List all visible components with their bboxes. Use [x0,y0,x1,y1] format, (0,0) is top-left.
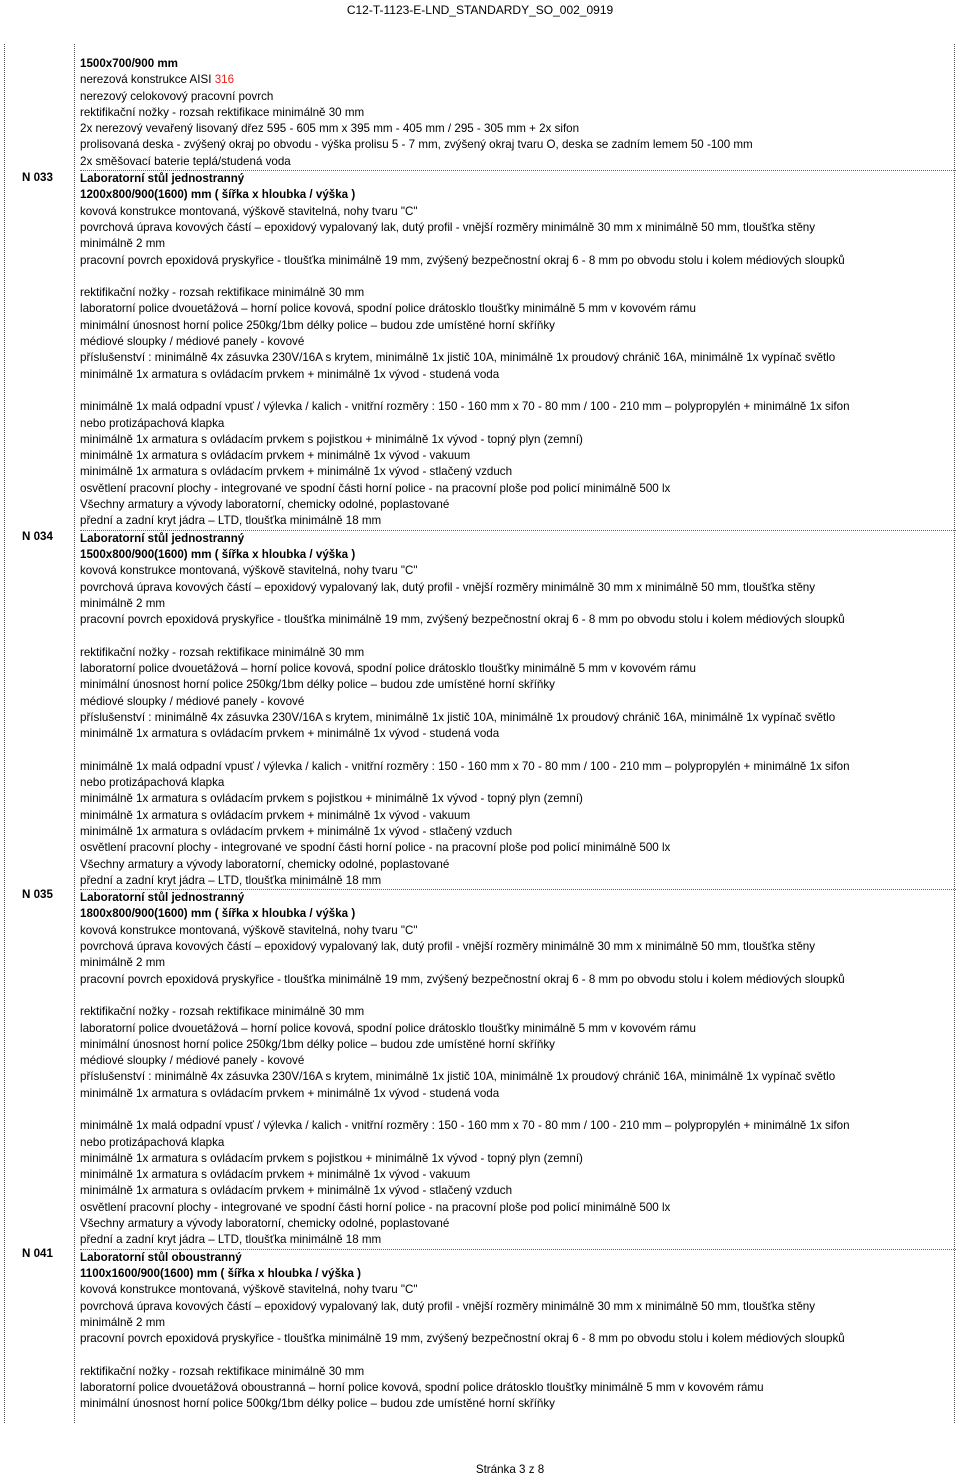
table-left-border [4,44,5,1423]
spec-line [80,464,956,480]
blank-line [80,988,956,1004]
spec-line [80,236,956,252]
item-title [80,531,956,547]
spec-line [80,1282,956,1298]
spec-line [80,775,956,791]
spec-line [80,220,956,236]
spec-line-text: nebo protizápachová klapka [80,1135,225,1149]
spec-line [80,677,956,693]
spec-line-text: rektifikační nožky - rozsah rektifikace minimálně 30 mm [80,1364,365,1378]
spec-line-text: médiové sloupky / médiové panely - kovové [80,335,305,349]
intro-line-text: 2x směšovací baterie teplá/studená voda [80,154,291,168]
spec-line-text: médiové sloupky / médiové panely - kovové [80,1054,305,1068]
intro-line [80,89,956,105]
spec-line-text: kovová konstrukce montovaná, výškově stavitelná, nohy tvaru "C" [80,204,418,218]
item-dimensions-text: 1100x1600/900(1600) mm ( šířka x hloubka / výška ) [80,1266,362,1280]
spec-line-text: minimální únosnost horní police 250kg/1bm délky police – budou zde umístěné horní skříňky [80,318,555,332]
spec-line [80,972,956,988]
spec-line-text: přední a zadní kryt jádra – LTD, tloušťka minimálně 18 mm [80,514,382,528]
item-dimensions [80,1266,956,1282]
spec-line [80,318,956,334]
spec-line [80,596,956,612]
spec-line [80,824,956,840]
spec-line-text: minimálně 1x armatura s ovládacím prvkem + minimálně 1x vývod - studená voda [80,727,500,741]
intro-line-text: prolisovaná deska - zvýšený okraj po obvodu - výška prolisu 5 - 7 mm, zvýšený okraj tvaru O, deska se zadním lemem 50 -100 mm [80,138,753,152]
spec-line-text: minimálně 1x armatura s ovládacím prvkem + minimálně 1x vývod - vakuum [80,449,471,463]
spec-line [80,1167,956,1183]
blank-line [80,742,956,758]
item-code: N 035 [22,888,53,902]
spec-line-text: minimálně 2 mm [80,956,166,970]
item-dimensions [80,547,956,563]
spec-line-text: minimální únosnost horní police 250kg/1bm délky police – budou zde umístěné horní skříňky [80,1037,555,1051]
spec-line-text: laboratorní police dvouetážová – horní police kovová, spodní police drátosklo tloušťky minimálně 5 mm v kovovém rámu [80,1021,696,1035]
spec-line [80,285,956,301]
spec-line [80,1331,956,1347]
blank-line [80,269,956,285]
spec-line [80,301,956,317]
spec-line [80,513,956,530]
spec-line [80,710,956,726]
spec-line-text: minimální únosnost horní police 500kg/1bm délky police – budou zde umístěné horní skříňky [80,1397,555,1411]
spec-line-text: minimálně 1x armatura s ovládacím prvkem s pojistkou + minimálně 1x vývod - topný plyn (zemní) [80,792,583,806]
spec-line-text: osvětlení pracovní plochy - integrované ve spodní části horní police - na pracovní ploše pod policí minimálně 500 lx [80,841,671,855]
spec-line-text: médiové sloupky / médiové panely - kovové [80,694,305,708]
spec-line [80,1183,956,1199]
blank-line [80,628,956,644]
item-title [80,1250,956,1266]
spec-line [80,399,956,415]
spec-line [80,791,956,807]
spec-line-text: povrchová úprava kovových částí – epoxidový vypalovaný lak, dutý profil - vnější rozměry minimálně 30 mm x minimálně 50 mm, tloušťka stěny [80,580,816,594]
intro-line-text: rektifikační nožky - rozsah rektifikace minimálně 30 mm [80,105,365,119]
blank-line [80,1102,956,1118]
intro-line [80,137,956,153]
intro-line [80,121,956,137]
spec-line [80,497,956,513]
spec-line [80,481,956,497]
spec-line [80,939,956,955]
spec-line-text: minimálně 1x malá odpadní vpusť / výlevka / kalich - vnitřní rozměry : 150 - 160 mm x 70 - 80 mm / 100 - 210 mm – polypropylén + minimálně 1x sifon [80,1119,850,1133]
spec-line [80,759,956,775]
spec-line-text: kovová konstrukce montovaná, výškově stavitelná, nohy tvaru "C" [80,564,418,578]
spec-line-text: minimálně 1x armatura s ovládacím prvkem + minimálně 1x vývod - studená voda [80,367,500,381]
spec-line-text: povrchová úprava kovových částí – epoxidový vypalovaný lak, dutý profil - vnější rozměry minimálně 30 mm x minimálně 50 mm, tloušťka stěny [80,220,816,234]
spec-line-text: minimálně 1x armatura s ovládacím prvkem + minimálně 1x vývod - vakuum [80,1168,471,1182]
spec-line [80,350,956,366]
spec-line [80,432,956,448]
spec-line [80,334,956,350]
item-dimensions [80,906,956,922]
spec-line-text: Všechny armatury a vývody laboratorní, chemicky odolné, poplastované [80,498,450,512]
spec-line [80,955,956,971]
spec-line-text: minimálně 2 mm [80,1315,166,1329]
intro-line [80,154,956,171]
spec-line [80,1299,956,1315]
document-id-header: C12-T-1123-E-LND_STANDARDY_SO_002_0919 [346,3,614,17]
spec-line [80,612,956,628]
item-title-text: Laboratorní stůl jednostranný [80,172,245,186]
spec-line [80,873,956,890]
spec-line-text: přední a zadní kryt jádra – LTD, tloušťka minimálně 18 mm [80,873,382,887]
item-code: N 034 [22,529,53,543]
spec-line [80,1021,956,1037]
spec-line [80,1396,956,1412]
spec-line-text: minimálně 1x armatura s ovládacím prvkem s pojistkou + minimálně 1x vývod - topný plyn (zemní) [80,432,583,446]
item-title [80,890,956,906]
spec-line-text: rektifikační nožky - rozsah rektifikace minimálně 30 mm [80,286,365,300]
item-dimensions-text: 1500x800/900(1600) mm ( šířka x hloubka / výška ) [80,547,356,561]
spec-line-text: pracovní povrch epoxidová pryskyřice - tloušťka minimálně 19 mm, zvýšený bezpečnostní okraj 6 - 8 mm po obvodu stolu i kolem médiových sloupků [80,1332,845,1346]
item-dimensions-text: 1200x800/900(1600) mm ( šířka x hloubka / výška ) [80,188,356,202]
spec-line [80,1118,956,1134]
spec-line [80,840,956,856]
spec-line [80,726,956,742]
spec-line-text: osvětlení pracovní plochy - integrované ve spodní části horní police - na pracovní ploše pod policí minimálně 500 lx [80,481,671,495]
spec-line-text: kovová konstrukce montovaná, výškově stavitelná, nohy tvaru "C" [80,923,418,937]
spec-line-text: Všechny armatury a vývody laboratorní, chemicky odolné, poplastované [80,1217,450,1231]
spec-line-text: osvětlení pracovní plochy - integrované ve spodní části horní police - na pracovní ploše pod policí minimálně 500 lx [80,1200,671,1214]
spec-line [80,1380,956,1396]
spec-table [4,44,956,1423]
intro-line-text: 2x nerezový vevařený lisovaný dřez 595 - 605 mm x 395 mm - 405 mm / 295 - 305 mm + 2x sifon [80,122,580,136]
spec-line-text: minimálně 1x armatura s ovládacím prvkem + minimálně 1x vývod - vakuum [80,808,471,822]
spec-line [80,1069,956,1085]
spec-line-text: rektifikační nožky - rozsah rektifikace minimálně 30 mm [80,1005,365,1019]
spec-line-text: povrchová úprava kovových částí – epoxidový vypalovaný lak, dutý profil - vnější rozměry minimálně 30 mm x minimálně 50 mm, tloušťka stěny [80,940,816,954]
page-number: Stránka 3 z 8 [475,1463,545,1476]
spec-line-text: minimálně 1x armatura s ovládacím prvkem + minimálně 1x vývod - stlačený vzduch [80,824,513,838]
highlighted-value: 316 [214,73,235,87]
specification-column [80,56,956,1413]
intro-line-text: 1500x700/900 mm [80,57,178,70]
spec-line-text: kovová konstrukce montovaná, výškově stavitelná, nohy tvaru "C" [80,1283,418,1297]
spec-line-text: příslušenství : minimálně 4x zásuvka 230V/16A s krytem, minimálně 1x jistič 10A, minimálně 1x proudový chránič 16A, minimálně 1x vypínač světlo [80,710,836,724]
spec-line-text: minimálně 1x armatura s ovládacím prvkem s pojistkou + minimálně 1x vývod - topný plyn (zemní) [80,1151,583,1165]
spec-line-text: laboratorní police dvouetážová – horní police kovová, spodní police drátosklo tloušťky minimálně 5 mm v kovovém rámu [80,661,696,675]
spec-line-text: nebo protizápachová klapka [80,416,225,430]
spec-line-text: pracovní povrch epoxidová pryskyřice - tloušťka minimálně 19 mm, zvýšený bezpečnostní okraj 6 - 8 mm po obvodu stolu i kolem médiových sloupků [80,253,845,267]
spec-line-text: Všechny armatury a vývody laboratorní, chemicky odolné, poplastované [80,857,450,871]
spec-line-text: minimálně 1x malá odpadní vpusť / výlevka / kalich - vnitřní rozměry : 150 - 160 mm x 70 - 80 mm / 100 - 210 mm – polypropylén + minimálně 1x sifon [80,400,850,414]
spec-line [80,367,956,383]
spec-line [80,448,956,464]
item-code: N 033 [22,171,53,185]
item-title-text: Laboratorní stůl jednostranný [80,531,245,545]
spec-line-text: minimálně 1x armatura s ovládacím prvkem + minimálně 1x vývod - stlačený vzduch [80,1184,513,1198]
item-title-text: Laboratorní stůl jednostranný [80,891,245,905]
intro-line [80,56,956,72]
spec-line-text: nebo protizápachová klapka [80,776,225,790]
spec-line [80,253,956,269]
intro-line-text: nerezová konstrukce AISI [80,73,215,87]
spec-line [80,923,956,939]
spec-line-text: minimálně 1x malá odpadní vpusť / výlevka / kalich - vnitřní rozměry : 150 - 160 mm x 70 - 80 mm / 100 - 210 mm – polypropylén + minimálně 1x sifon [80,759,850,773]
intro-line [80,105,956,121]
spec-line [80,1364,956,1380]
spec-line [80,808,956,824]
spec-line [80,1086,956,1102]
spec-line [80,1135,956,1151]
spec-line [80,563,956,579]
spec-line-text: minimálně 2 mm [80,596,166,610]
spec-line [80,1004,956,1020]
item-title [80,171,956,187]
spec-line [80,857,956,873]
blank-line [80,1347,956,1363]
spec-line [80,694,956,710]
blank-line [80,383,956,399]
spec-line-text: minimálně 2 mm [80,237,166,251]
spec-line [80,645,956,661]
spec-line [80,661,956,677]
spec-line [80,1200,956,1216]
spec-line-text: pracovní povrch epoxidová pryskyřice - tloušťka minimálně 19 mm, zvýšený bezpečnostní okraj 6 - 8 mm po obvodu stolu i kolem médiových sloupků [80,972,845,986]
spec-line [80,1053,956,1069]
spec-line [80,204,956,220]
item-dimensions [80,187,956,203]
spec-line-text: pracovní povrch epoxidová pryskyřice - tloušťka minimálně 19 mm, zvýšený bezpečnostní okraj 6 - 8 mm po obvodu stolu i kolem médiových sloupků [80,613,845,627]
spec-line-text: laboratorní police dvouetážová oboustranná – horní police kovová, spodní police drátosklo tloušťky minimálně 5 mm v kovovém rámu [80,1381,764,1395]
spec-line-text: laboratorní police dvouetážová – horní police kovová, spodní police drátosklo tloušťky minimálně 5 mm v kovovém rámu [80,302,696,316]
spec-line [80,1151,956,1167]
spec-line-text: minimální únosnost horní police 250kg/1bm délky police – budou zde umístěné horní skříňky [80,678,555,692]
table-column-divider [74,44,75,1423]
item-title-text: Laboratorní stůl oboustranný [80,1250,242,1264]
intro-line [80,72,956,88]
spec-line-text: příslušenství : minimálně 4x zásuvka 230V/16A s krytem, minimálně 1x jistič 10A, minimálně 1x proudový chránič 16A, minimálně 1x vypínač světlo [80,351,836,365]
spec-line-text: přední a zadní kryt jádra – LTD, tloušťka minimálně 18 mm [80,1233,382,1247]
item-dimensions-text: 1800x800/900(1600) mm ( šířka x hloubka / výška ) [80,907,356,921]
spec-line [80,1232,956,1249]
spec-line [80,1315,956,1331]
spec-line-text: minimálně 1x armatura s ovládacím prvkem + minimálně 1x vývod - stlačený vzduch [80,465,513,479]
spec-line [80,1037,956,1053]
spec-line [80,1216,956,1232]
spec-line-text: minimálně 1x armatura s ovládacím prvkem + minimálně 1x vývod - studená voda [80,1086,500,1100]
spec-line-text: rektifikační nožky - rozsah rektifikace minimálně 30 mm [80,645,365,659]
spec-line-text: příslušenství : minimálně 4x zásuvka 230V/16A s krytem, minimálně 1x jistič 10A, minimálně 1x proudový chránič 16A, minimálně 1x vypínač světlo [80,1070,836,1084]
spec-line-text: povrchová úprava kovových částí – epoxidový vypalovaný lak, dutý profil - vnější rozměry minimálně 30 mm x minimálně 50 mm, tloušťka stěny [80,1299,816,1313]
item-code: N 041 [22,1246,53,1260]
spec-line [80,416,956,432]
spec-line [80,580,956,596]
intro-line-text: nerezový celokovový pracovní povrch [80,89,274,103]
